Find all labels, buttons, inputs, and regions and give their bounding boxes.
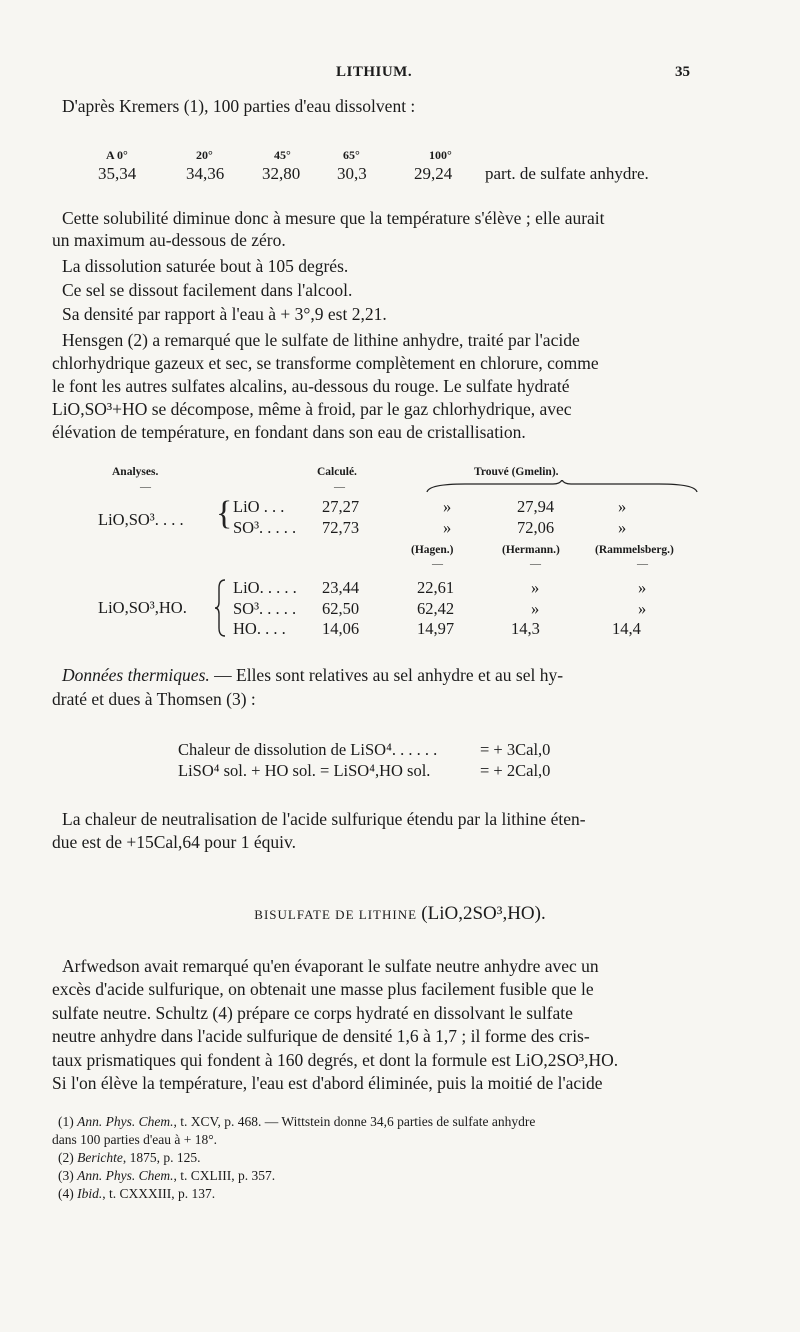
para1-line3: La dissolution saturée bout à 105 degrés.	[62, 256, 349, 276]
para3-line3: sulfate neutre. Schultz (4) prépare ce corps hydraté en dissolvant le sulfate	[52, 1003, 573, 1023]
row1-comp-1: LiO . . .	[233, 497, 285, 516]
fn3-num: (3)	[58, 1168, 78, 1183]
para3-line5: taux prismatiques qui fondent à 160 degrés, et dont la formule est LiO,2SO³,HO.	[52, 1050, 619, 1070]
row2-comp-2: SO³. . . . .	[233, 599, 297, 618]
para2-line3: le font les autres sulfates alcalins, au-dessous du rouge. Le sulfate hydraté	[52, 376, 570, 396]
row1-f2-2: 72,06	[517, 518, 555, 537]
fn2-text: , 1875, p. 125.	[122, 1150, 201, 1165]
intro-line: D'après Kremers (1), 100 parties d'eau dissolvent :	[62, 96, 416, 116]
temp-65: 65°	[343, 148, 360, 162]
section-formula: (LiO,2SO³,HO).	[421, 903, 546, 924]
fn4-source: Ibid.	[77, 1186, 103, 1201]
row2-comp-1: LiO. . . . .	[233, 578, 297, 597]
fn1-source: Ann. Phys. Chem.	[77, 1114, 174, 1129]
head-analyses: Analyses.	[112, 466, 159, 478]
dash-calcule: —	[334, 481, 345, 493]
equation-2-left: LiSO⁴ sol. + HO sol. = LiSO⁴,HO sol.	[178, 761, 431, 780]
row1-f2-1: 27,94	[517, 497, 555, 516]
footnote-1	[58, 1114, 535, 1130]
equation-1-left: Chaleur de dissolution de LiSO⁴. . . . . .	[178, 740, 438, 759]
para3-line6: Si l'on élève la température, l'eau est d'abord éliminée, puis la moitié de l'acide	[52, 1073, 603, 1093]
para3-line1: Arfwedson avait remarqué qu'en évaporant le sulfate neutre anhydre avec un	[62, 956, 599, 976]
para3-line4: neutre anhydre dans l'acide sulfurique de densité 1,6 à 1,7 ; il forme des cris-	[52, 1026, 590, 1046]
sol-value-100: 29,24	[414, 164, 453, 183]
thermo-rest: — Elles sont relatives au sel anhydre et au sel hy-	[209, 665, 564, 685]
row2-calc-1: 23,44	[322, 578, 360, 597]
page-number: 35	[675, 64, 690, 80]
fn4-text: , t. CXXXIII, p. 137.	[102, 1186, 216, 1201]
row2-comp-3: HO. . . .	[233, 619, 286, 638]
row2-calc-2: 62,50	[322, 599, 360, 618]
para1-line2: un maximum au-dessous de zéro.	[52, 230, 286, 250]
row1-calc-2: 72,73	[322, 518, 360, 537]
fn4-num: (4)	[58, 1186, 78, 1201]
row1-brace: {	[216, 495, 233, 532]
fn2-source: Berichte	[77, 1150, 123, 1165]
row1-f3-1: »	[618, 497, 627, 516]
row2-f3-1: »	[638, 578, 647, 597]
thermo-line2: draté et dues à Thomsen (3) :	[52, 689, 256, 709]
row1-label: LiO,SO³. . . .	[98, 510, 184, 529]
para2-line4: LiO,SO³+HO se décompose, même à froid, par le gaz chlorhydrique, avec	[52, 399, 572, 419]
head-calcule: Calculé.	[317, 466, 357, 478]
row1-f1-1: »	[443, 497, 452, 516]
para2-line2: chlorhydrique gazeux et sec, se transforme complètement en chlorure, comme	[52, 353, 599, 373]
row2-f1-1: 22,61	[417, 578, 455, 597]
row2-calc-3: 14,06	[322, 619, 360, 638]
para2-line5: élévation de température, en fondant dans son eau de cristallisation.	[52, 422, 526, 442]
row2-f2-3: 14,3	[511, 619, 540, 638]
neutralisation-line2: due est de +15Cal,64 pour 1 équiv.	[52, 832, 296, 852]
para3-line2: excès d'acide sulfurique, on obtenait une masse plus facilement fusible que le	[52, 979, 594, 999]
row2-f1-3: 14,97	[417, 619, 455, 638]
footnote-4	[58, 1186, 215, 1202]
row1-f1-2: »	[443, 518, 452, 537]
trouve-brace	[425, 480, 700, 494]
footnote-1-cont: dans 100 parties d'eau à + 18°.	[52, 1132, 218, 1147]
para1-line4: Ce sel se dissout facilement dans l'alcool.	[62, 280, 353, 300]
row2-label: LiO,SO³,HO.	[98, 598, 187, 617]
temp-45: 45°	[274, 148, 291, 162]
temp-0: A 0°	[106, 148, 128, 162]
author-hagen: (Hagen.)	[411, 544, 454, 556]
temp-20: 20°	[196, 148, 213, 162]
fn1-text: , t. XCV, p. 468. — Wittstein donne 34,6 parties de sulfate anhydre	[173, 1114, 536, 1129]
dash-rammelsberg: —	[637, 558, 648, 570]
neutralisation-line1: La chaleur de neutralisation de l'acide sulfurique étendu par la lithine éten-	[62, 809, 586, 829]
footnote-2	[58, 1150, 200, 1166]
fn2-num: (2)	[58, 1150, 78, 1165]
row1-f3-2: »	[618, 518, 627, 537]
row2-f3-3: 14,4	[612, 619, 641, 638]
section-title: BISULFATE DE LITHINE	[254, 907, 418, 922]
sol-suffix: part. de sulfate anhydre.	[485, 164, 649, 183]
dash-hagen: —	[432, 558, 443, 570]
dash-hermann: —	[530, 558, 541, 570]
equation-1-right: = + 3Cal,0	[480, 740, 551, 759]
para1-line5: Sa densité par rapport à l'eau à + 3°,9 est 2,21.	[62, 304, 387, 324]
author-hermann: (Hermann.)	[502, 544, 560, 556]
running-header	[0, 64, 800, 86]
sol-value-20: 34,36	[186, 164, 225, 183]
row2-f3-2: »	[638, 599, 647, 618]
sol-value-65: 30,3	[337, 164, 367, 183]
author-rammelsberg: (Rammelsberg.)	[595, 544, 674, 556]
thermo-line1	[52, 664, 698, 686]
row2-f2-1: »	[531, 578, 540, 597]
row2-brace	[214, 578, 228, 638]
fn3-text: , t. CXLIII, p. 357.	[173, 1168, 276, 1183]
fn3-source: Ann. Phys. Chem.	[77, 1168, 174, 1183]
row1-calc-1: 27,27	[322, 497, 360, 516]
sol-value-0: 35,34	[98, 164, 137, 183]
sol-value-45: 32,80	[262, 164, 301, 183]
para1-line1: Cette solubilité diminue donc à mesure que la température s'élève ; elle aurait	[62, 208, 605, 228]
head-trouve: Trouvé (Gmelin).	[474, 466, 559, 478]
temp-100: 100°	[429, 148, 452, 162]
fn1-num: (1)	[58, 1114, 78, 1129]
para2-line1: Hensgen (2) a remarqué que le sulfate de lithine anhydre, traité par l'acide	[62, 330, 580, 350]
equation-2-right: = + 2Cal,0	[480, 761, 551, 780]
dash-analyses: —	[140, 481, 151, 493]
footnote-3	[58, 1168, 275, 1184]
running-title: LITHIUM.	[336, 64, 413, 80]
row1-comp-2: SO³. . . . .	[233, 518, 297, 537]
thermo-title: Données thermiques.	[62, 665, 210, 685]
section-heading	[0, 903, 800, 925]
row2-f2-2: »	[531, 599, 540, 618]
row2-f1-2: 62,42	[417, 599, 455, 618]
